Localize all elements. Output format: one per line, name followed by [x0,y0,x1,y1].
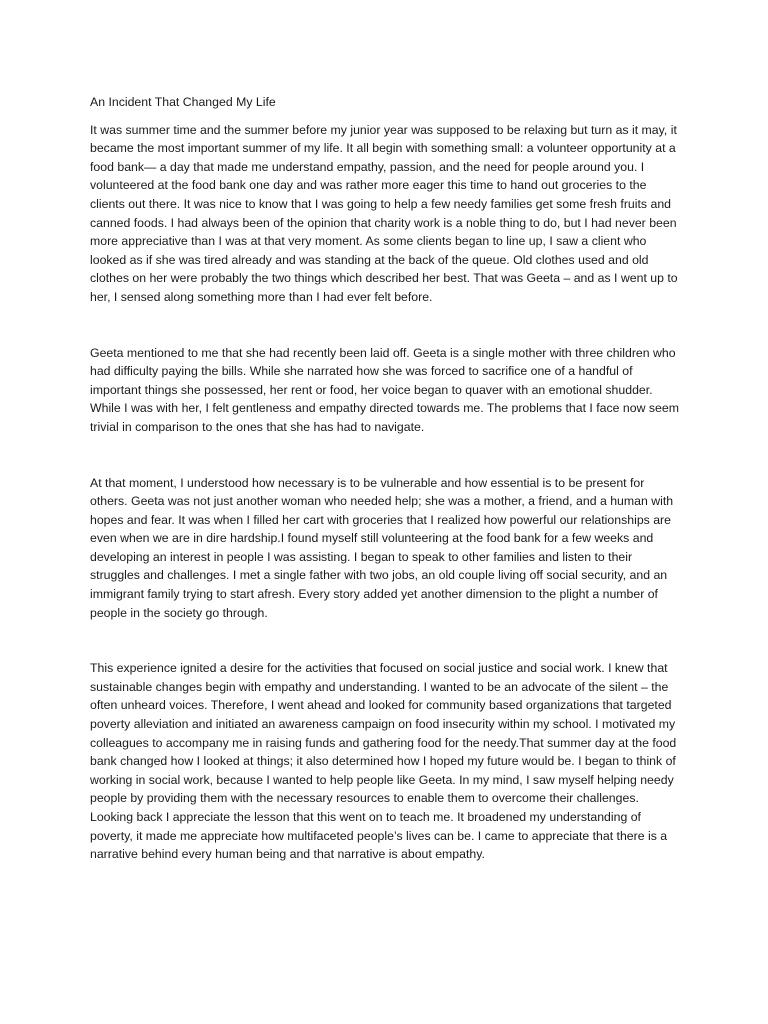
paragraph-3: At that moment, I understood how necessary is to be vulnerable and how essential is to be present for others. Geeta was not just another woman who needed help; she was a mother, a friend, and a human with hopes and fear. It was when I filled her cart with groceries that I realized how powerful our relationships are even when we are in dire hardship.I found myself still volunteering at the food bank for a few weeks and developing an interest in people I was assisting. I began to speak to other families and listen to their struggles and challenges. I met a single father with two jobs, an old couple living off social security, and an immigrant family trying to start afresh. Every story added yet another dimension to the plight a number of people in the society go through. [90,475,674,620]
paragraph-4: This experience ignited a desire for the activities that focused on social justice and social work. I knew that sustainable changes begin with empathy and understanding. I wanted to be an advocate of the silent – the often unheard voices. Therefore, I went ahead and looked for community based organizations that targeted poverty alleviation and initiated an awareness campaign on food insecurity within my school. I motivated my colleagues to accompany me in raising funds and gathering food for the needy.That summer day at the food bank changed how I looked at things; it also determined how I hoped my future would be. I began to think of working in social work, because I wanted to help people like Geeta. In my mind, I saw myself helping needy people by providing them with the necessary resources to enable them to overcome their challenges. Looking back I appreciate the lesson that this went on to teach me. It broadened my understanding of poverty, it made me appreciate how multifaceted people’s lives can be. I came to appreciate that there is a narrative behind every human being and that narrative is about empathy. [90,661,677,862]
essay-title: An Incident That Changed My Life [90,95,276,109]
paragraph-2: Geeta mentioned to me that she had recently been laid off. Geeta is a single mother with three children who had difficulty paying the bills. While she narrated how she was forced to sacrifice one of a handful of important things she possessed, her rent or food, her voice began to quaver with an emotional shudder. While I was with her, I felt gentleness and empathy directed towards me. The problems that I face now seem trivial in comparison to the ones that she has had to navigate. [90,345,679,434]
document-body [90,93,680,864]
paragraph-1: It was summer time and the summer before my junior year was supposed to be relaxing but turn as it may, it became the most important summer of my life. It all begin with something small: a volunteer opportunity at a food bank— a day that made me understand empathy, passion, and the need for people around you. I volunteered at the food bank one day and was rather more eager this time to hand out groceries to the clients out there. It was nice to know that I was going to help a few needy families get some fresh fruits and canned foods. I had always been of the opinion that charity work is a noble thing to do, but I had never been more appreciative than I was at that very moment. As some clients began to line up, I saw a client who looked as if she was tired already and was standing at the back of the queue. Old clothes used and old clothes on her were probably the two things which described her best. That was Geeta – and as I went up to her, I sensed along something more than I had ever felt before. [90,122,678,304]
